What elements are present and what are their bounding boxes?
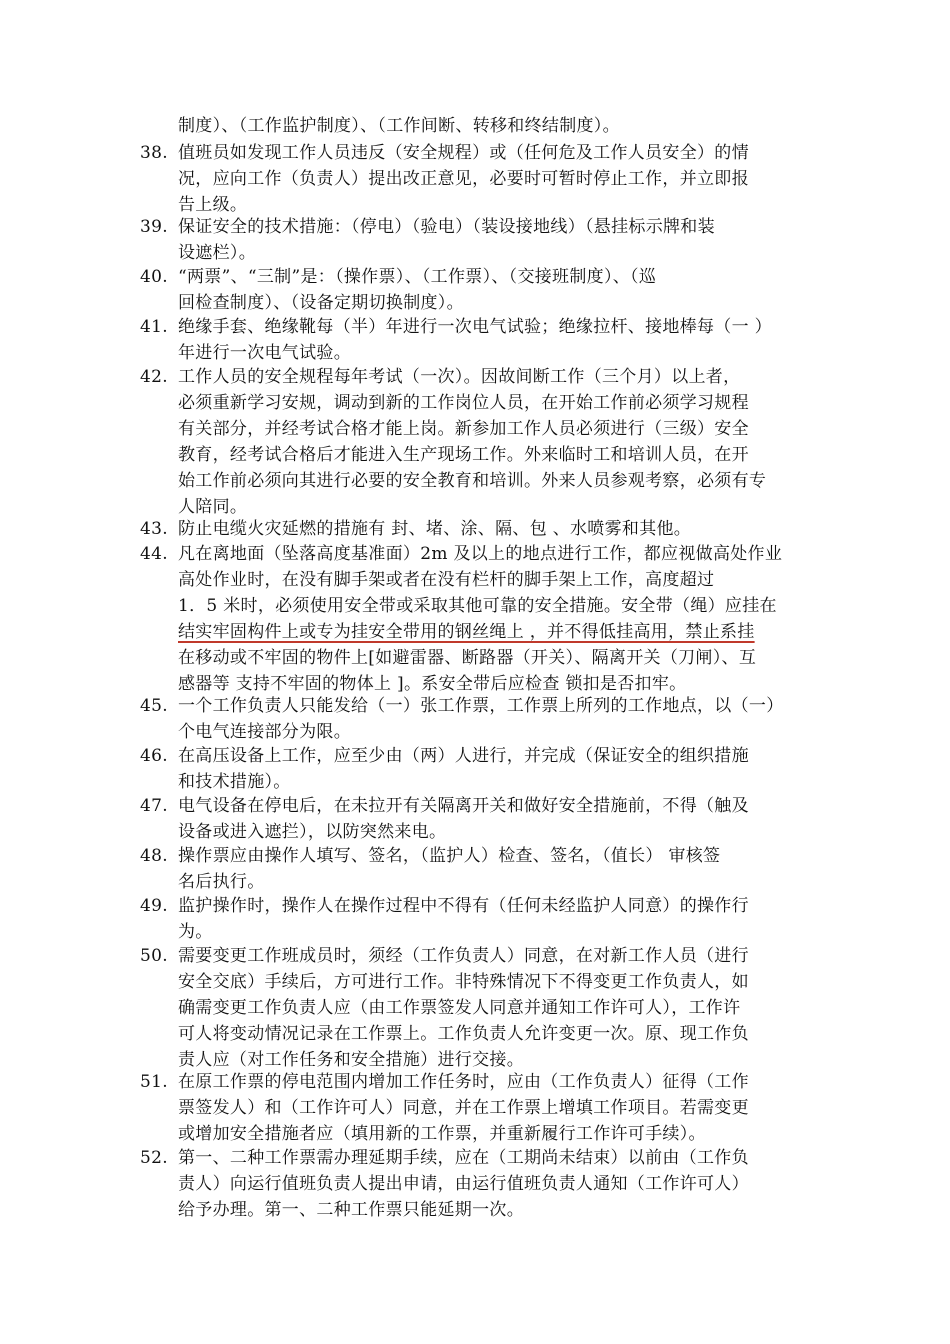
text-line: 教育，经考试合格后才能进入生产现场工作。外来临时工和培训人员，在开	[178, 445, 749, 465]
item-number: 52.	[140, 1148, 168, 1168]
text-line: 在移动或不牢固的物件上[如避雷器、断路器（开关）、隔离开关（刀闸）、互	[178, 648, 757, 668]
item-number: 47.	[140, 796, 168, 816]
text-line: 或增加安全措施者应（填用新的工作票，并重新履行工作许可手续）。	[178, 1124, 706, 1144]
text-line: 年进行一次电气试验。	[178, 343, 351, 363]
text-line: 绝缘手套、绝缘靴每（半）年进行一次电气试验；绝缘拉杆、接地棒每（一 ）	[178, 317, 772, 337]
text-line: 人陪同。	[178, 497, 248, 517]
text-line: 必须重新学习安规，调动到新的工作岗位人员，在开始工作前必须学习规程	[178, 393, 749, 413]
text-line: 给予办理。第一、二种工作票只能延期一次。	[178, 1200, 524, 1220]
text-line: 责人）向运行值班负责人提出申请，由运行值班负责人通知（工作许可人）	[178, 1174, 749, 1194]
item-number: 38.	[140, 143, 168, 163]
text-line: 可人将变动情况记录在工作票上。工作负责人允许变更一次。原、现工作负	[178, 1024, 749, 1044]
item-number: 48.	[140, 846, 168, 866]
text-line: 制度）、（工作监护制度）、（工作间断、转移和终结制度）。	[178, 116, 620, 136]
item-number: 42.	[140, 367, 168, 387]
text-line: 操作票应由操作人填写、签名，（监护人）检查、签名，（值长） 审核签	[178, 846, 721, 866]
item-number: 51.	[140, 1072, 168, 1092]
item-number: 43.	[140, 519, 168, 539]
text-line: 责人应（对工作任务和安全措施）进行交接。	[178, 1050, 524, 1070]
item-number: 46.	[140, 746, 168, 766]
text-line-underlined: 结实牢固构件上或专为挂安全带用的钢丝绳上 ，并不得低挂高用，禁止系挂	[178, 622, 755, 642]
text-line: 在高压设备上工作，应至少由（两）人进行，并完成（保证安全的组织措施	[178, 746, 749, 766]
text-line: 始工作前必须向其进行必要的安全教育和培训。外来人员参观考察，必须有专	[178, 471, 767, 491]
text-line: 有关部分，并经考试合格才能上岗。新参加工作人员必须进行（三级）安全	[178, 419, 749, 439]
text-line: 设遮栏）。	[178, 243, 256, 263]
text-line: 在原工作票的停电范围内增加工作任务时，应由（工作负责人）征得（工作	[178, 1072, 749, 1092]
text-line: 和技术措施）。	[178, 772, 291, 792]
text-line: 一个工作负责人只能发给（一）张工作票，工作票上所列的工作地点，以（一）	[178, 696, 784, 716]
text-line: 工作人员的安全规程每年考试（一次）。因故间断工作（三个月）以上者，	[178, 367, 741, 387]
text-line: 电气设备在停电后，在未拉开有关隔离开关和做好安全措施前，不得（触及	[178, 796, 749, 816]
text-line: 凡在离地面（坠落高度基准面）2m 及以上的地点进行工作，都应视做高处作业	[178, 544, 783, 564]
text-line: 需要变更工作班成员时，须经（工作负责人）同意，在对新工作人员（进行	[178, 946, 749, 966]
text-line: 告上级。	[178, 195, 248, 215]
text-line: 况，应向工作（负责人）提出改正意见，必要时可暂时停止工作，并立即报	[178, 169, 749, 189]
item-number: 49.	[140, 896, 168, 916]
item-number: 44.	[140, 544, 168, 564]
text-line: 高处作业时，在没有脚手架或者在没有栏杆的脚手架上工作，高度超过	[178, 570, 715, 590]
item-number: 50.	[140, 946, 168, 966]
text-line: 设备或进入遮拦），以防突然来电。	[178, 822, 447, 842]
text-line: 1．5 米时，必须使用安全带或采取其他可靠的安全措施。安全带（绳）应挂在	[178, 596, 777, 616]
text-line: 值班员如发现工作人员违反（安全规程）或（任何危及工作人员安全）的情	[178, 143, 749, 163]
item-number: 45.	[140, 696, 168, 716]
item-number: 41.	[140, 317, 168, 337]
text-line: 监护操作时，操作人在操作过程中不得有（任何未经监护人同意）的操作行	[178, 896, 749, 916]
text-line: 票签发人）和（工作许可人）同意，并在工作票上增填工作项目。若需变更	[178, 1098, 749, 1118]
text-line: “两票”、“三制”是：（操作票）、（工作票）、（交接班制度）、（巡	[178, 267, 657, 287]
text-line: 回检查制度）、（设备定期切换制度）。	[178, 293, 464, 313]
text-line: 保证安全的技术措施：（停电）（验电）（装设接地线）（悬挂标示牌和装	[178, 217, 715, 237]
text-line: 个电气连接部分为限。	[178, 722, 351, 742]
text-line: 确需变更工作负责人应（由工作票签发人同意并通知工作许可人），工作许	[178, 998, 741, 1018]
text-line: 感器等 支持不牢固的物体上 ]。系安全带后应检查 锁扣是否扣牢。	[178, 674, 687, 694]
text-line: 安全交底）手续后，方可进行工作。非特殊情况下不得变更工作负责人，如	[178, 972, 749, 992]
item-number: 39.	[140, 217, 168, 237]
text-line: 第一、二种工作票需办理延期手续，应在（工期尚未结束）以前由（工作负	[178, 1148, 749, 1168]
text-line: 为。	[178, 922, 213, 942]
text-line: 防止电缆火灾延燃的措施有 封、堵、涂、隔、包 、水喷雾和其他。	[178, 519, 692, 539]
text-line: 名后执行。	[178, 872, 265, 892]
item-number: 40.	[140, 267, 168, 287]
